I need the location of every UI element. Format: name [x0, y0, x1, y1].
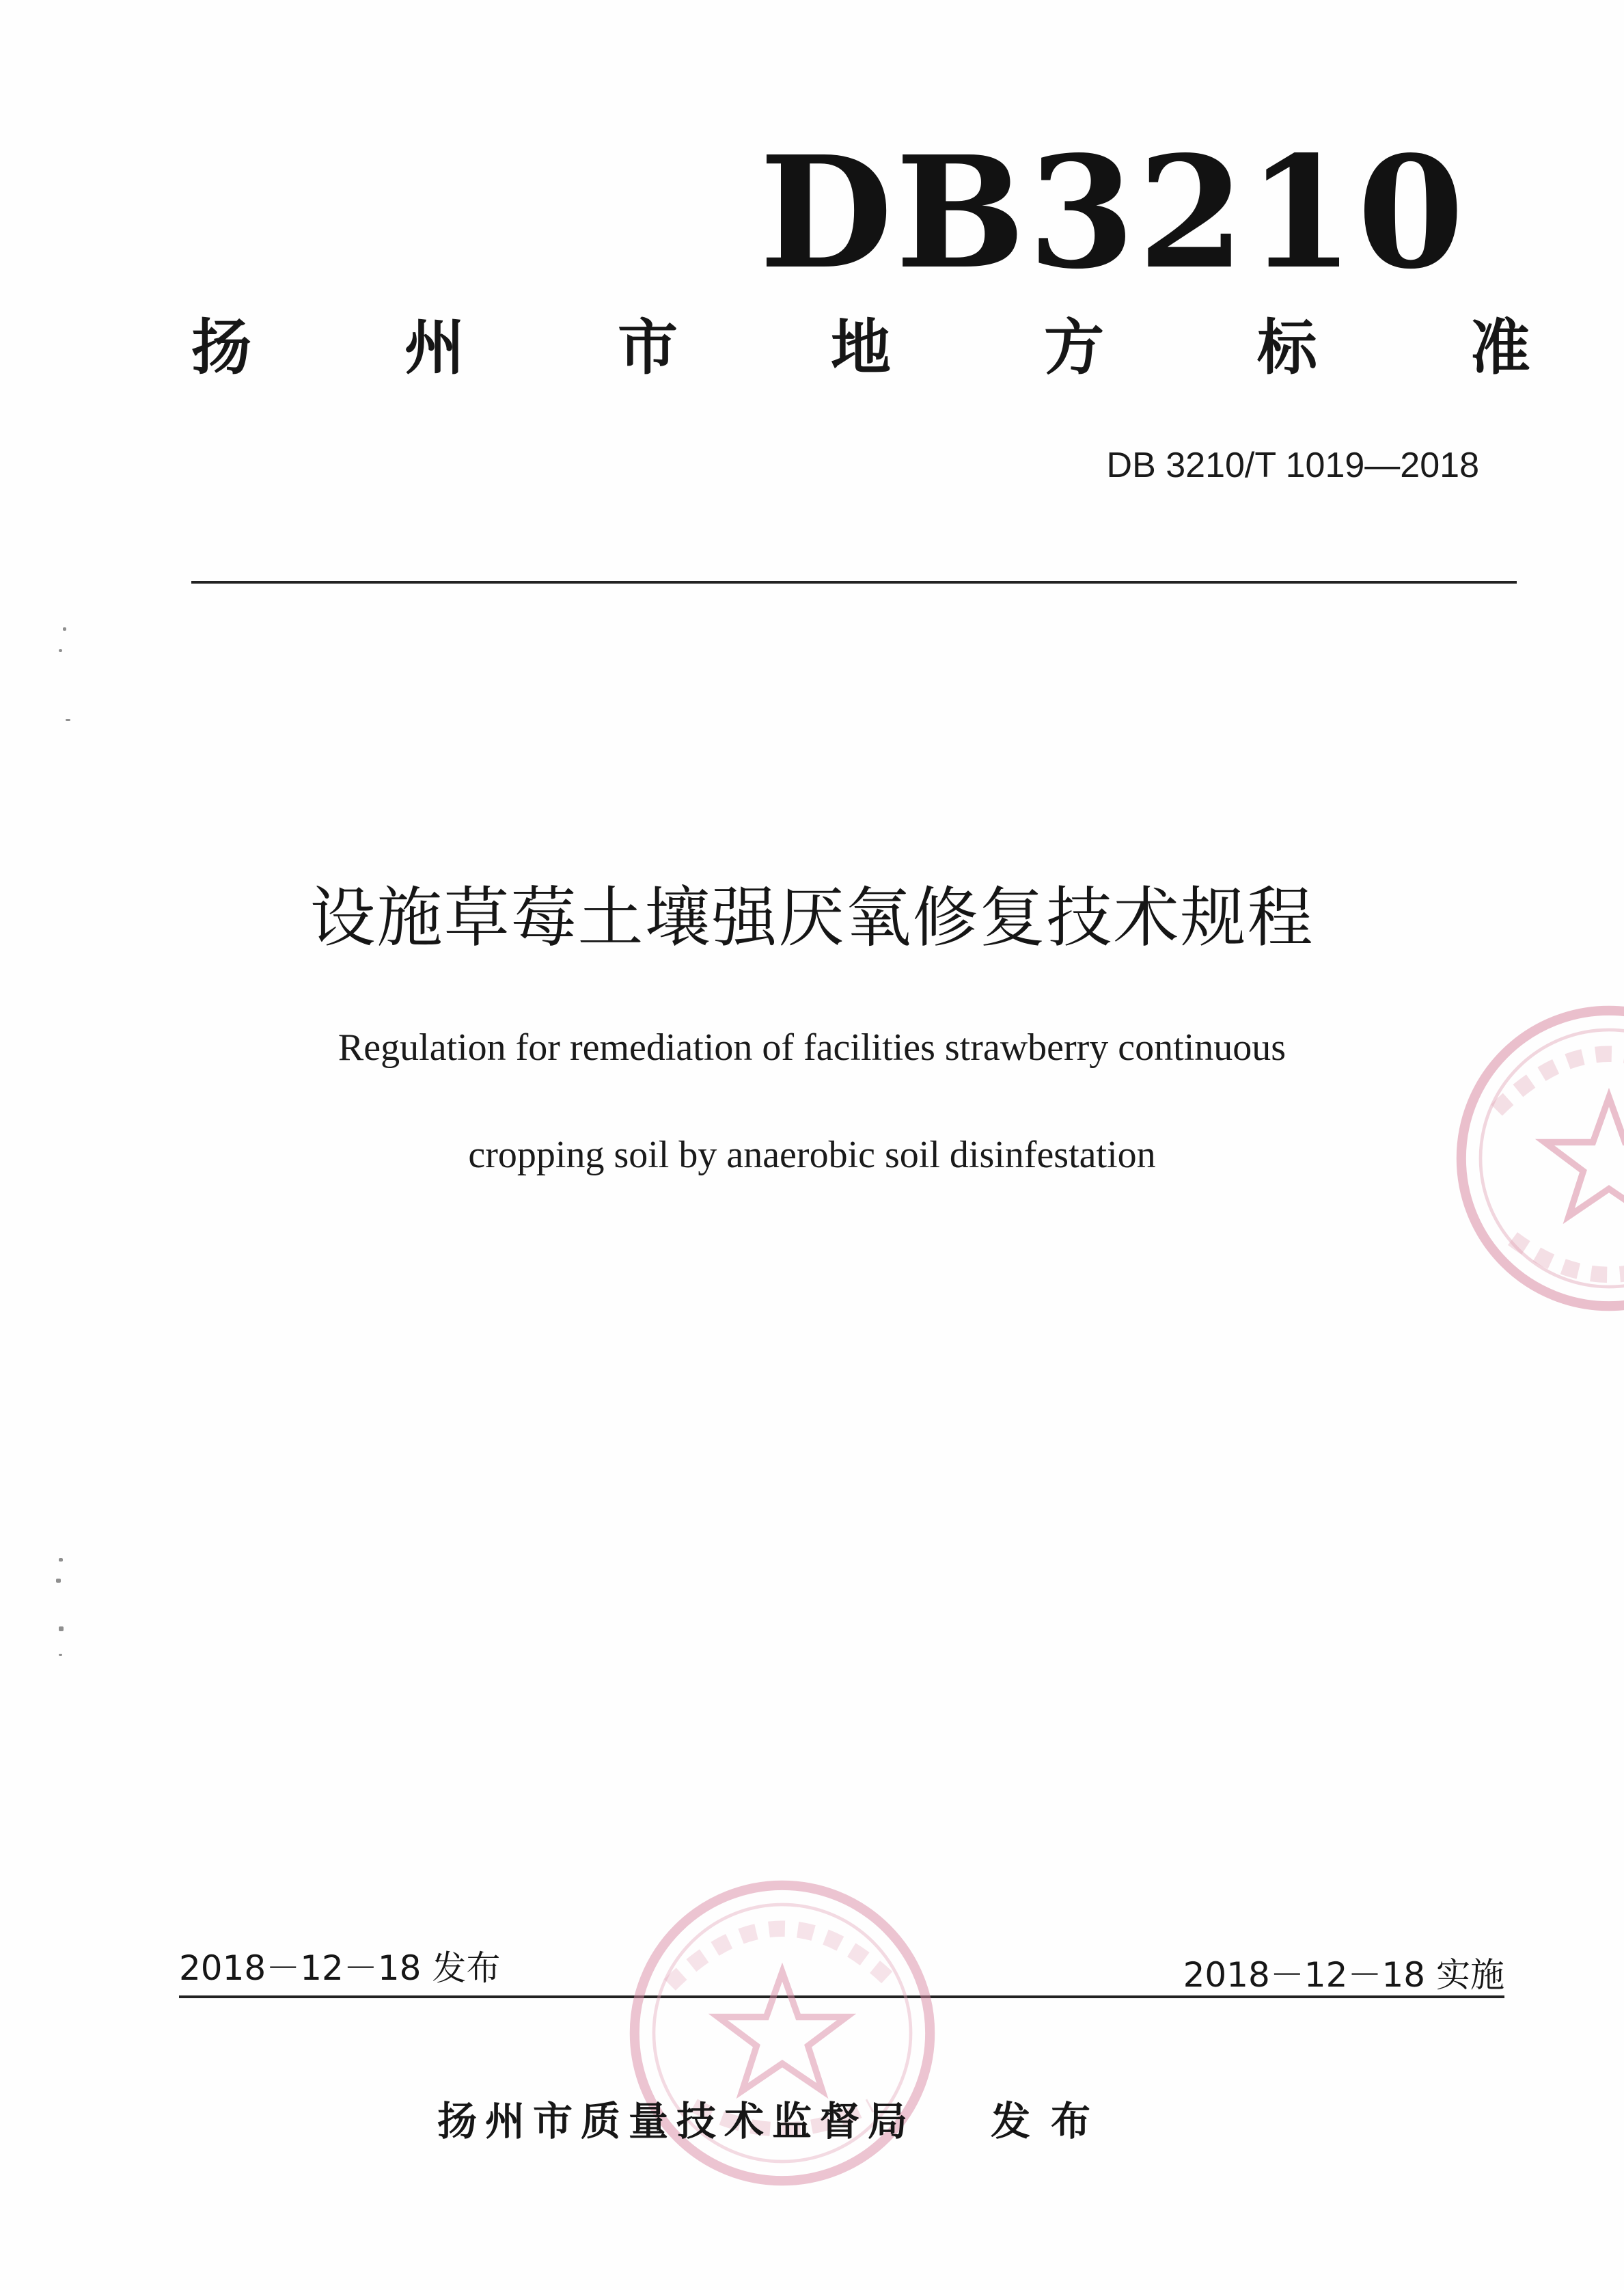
standard-kind-char: 方 — [1043, 312, 1104, 383]
standard-number: DB 3210/T 1019—2018 — [1106, 446, 1479, 485]
standard-kind-char: 准 — [1470, 312, 1530, 383]
scan-speck — [63, 627, 66, 631]
implement-date: 2018－12－18 实施 — [1183, 1955, 1504, 1995]
publish-date: 2018－12－18 发布 — [179, 1948, 501, 1988]
title-english-line1: Regulation for remediation of facilities strawberry continuous — [338, 1026, 1286, 1069]
standard-kind-char: 地 — [830, 312, 891, 383]
scan-speck — [59, 1558, 63, 1562]
seal-graphic — [622, 1872, 943, 2194]
standard-kind-char: 标 — [1256, 312, 1317, 383]
issuer-action: 发布 — [991, 2098, 1112, 2144]
title-english-line2: cropping soil by anaerobic soil disinfestation — [468, 1134, 1156, 1176]
scan-speck — [59, 1626, 64, 1631]
issuer-name: 扬州市质量技术监督局 — [437, 2098, 916, 2144]
standard-kind-char: 州 — [404, 312, 465, 383]
standard-kind-char: 市 — [617, 312, 678, 383]
standard-kind-char: 扬 — [191, 312, 252, 383]
star-seal-icon — [622, 1872, 943, 2194]
standard-code: DB3210 — [759, 123, 1467, 303]
title-chinese: 设施草莓土壤强厌氧修复技术规程 — [309, 880, 1315, 956]
standard-kind — [191, 312, 1530, 383]
top-divider — [191, 581, 1517, 584]
issuer-row — [437, 2098, 1112, 2144]
scan-speck — [66, 719, 70, 721]
scan-speck — [56, 1579, 61, 1583]
bottom-divider — [179, 1995, 1504, 1998]
scan-speck — [59, 649, 62, 652]
scan-speck — [59, 1654, 62, 1656]
